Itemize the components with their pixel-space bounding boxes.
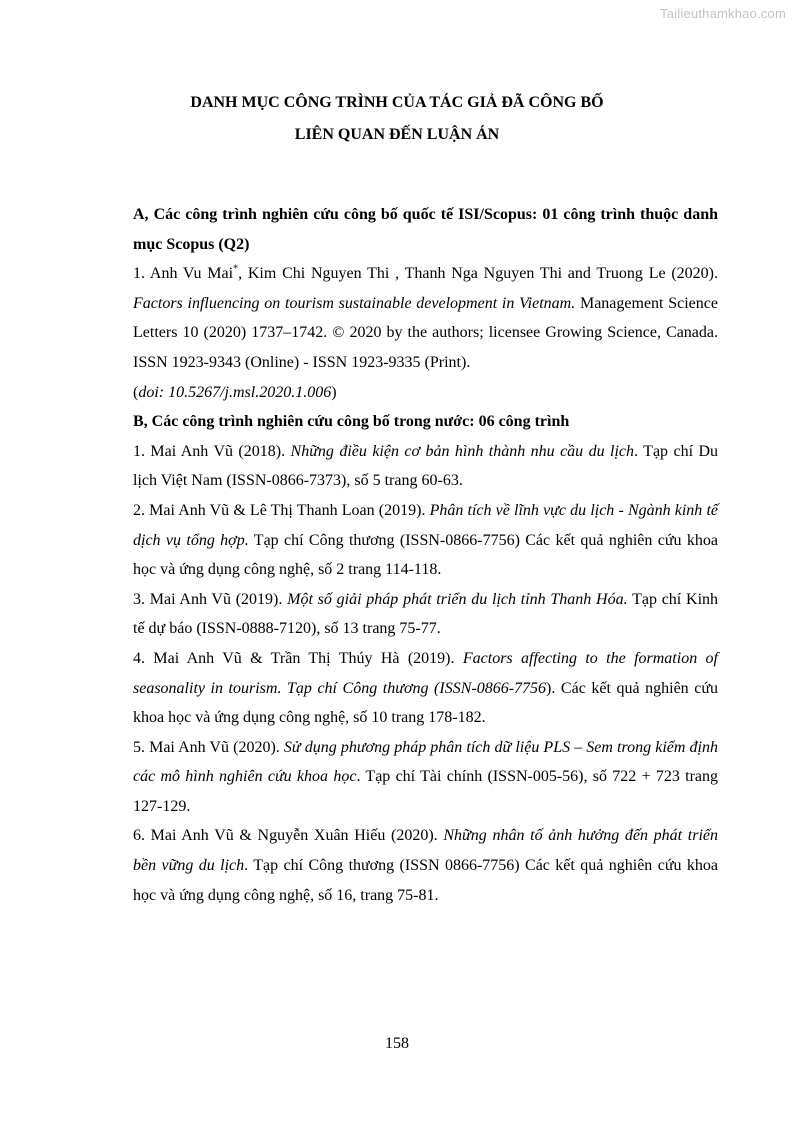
doi-close: ) <box>331 383 337 401</box>
page-subtitle: LIÊN QUAN ĐẾN LUẬN ÁN <box>294 126 500 143</box>
item-title: Phân tích về lĩnh vực du lịch - Ngành kinh tế dịch vụ tổng hợp. <box>133 501 719 549</box>
item-source: . Tạp chí Công thương (ISSN 0866-7756) Các kết quả nghiên cứu khoa học và ứng dụng công nghệ, số 16, trang 75-81. <box>133 857 718 904</box>
item-authors: 5. Mai Anh Vũ (2020). <box>133 738 284 756</box>
item-source: Tạp chí Công thương (ISSN-0866-7756) Các kết quả nghiên cứu khoa học và ứng dụng công nghệ, số 2 trang 114-118. <box>133 531 718 579</box>
item-authors: 1. Mai Anh Vũ (2018). <box>133 442 291 460</box>
publication-item-b1 <box>133 437 718 496</box>
item-source: Management Science Letters 10 (2020) 1737–1742. © 2020 by the authors; licensee Growing Science, Canada. ISSN 1923-9343 (Online) - ISSN 1923-9335 (Print). <box>133 294 718 371</box>
item-title: Một số giải pháp phát triển du lịch tỉnh Thanh Hóa. <box>287 590 628 608</box>
corresponding-author-mark: * <box>233 263 239 275</box>
item-title: Factors affecting to the formation of seasonality in tourism. Tạp chí Công thương (ISSN-0866-7756 <box>133 649 719 697</box>
publication-item-b5 <box>133 733 718 822</box>
item-authors: 6. Mai Anh Vũ & Nguyễn Xuân Hiếu (2020). <box>133 827 444 845</box>
publication-item-b6 <box>133 821 718 910</box>
doi-open: ( <box>133 383 139 401</box>
publication-item-b3 <box>133 585 718 644</box>
item-authors-rest: , Kim Chi Nguyen Thi , Thanh Nga Nguyen Thi and Truong Le (2020). <box>238 265 719 283</box>
publication-item-a1 <box>133 259 718 407</box>
item-authors: 4. Mai Anh Vũ & Trần Thị Thúy Hà (2019). <box>133 649 463 667</box>
item-authors: 3. Mai Anh Vũ (2019). <box>133 590 288 608</box>
item-source: . Tạp chí Du lịch Việt Nam (ISSN-0866-7373), số 5 trang 60-63. <box>133 442 719 490</box>
item-title: Sử dụng phương pháp phân tích dữ liệu PLS – Sem trong kiểm định các mô hình nghiên cứu khoa học <box>133 738 718 786</box>
item-authors: 2. Mai Anh Vũ & Lê Thị Thanh Loan (2019). <box>133 501 430 519</box>
section-a-heading: A, Các công trình nghiên cứu công bố quốc tế ISI/Scopus: 01 công trình thuộc danh mục Scopus (Q2) <box>133 206 718 253</box>
watermark: Tailieuthamkhao.com <box>660 6 786 21</box>
item-title: Factors influencing on tourism sustainable development in Vietnam. <box>133 294 576 312</box>
item-title: Những điều kiện cơ bản hình thành nhu cầu du lịch <box>290 442 635 460</box>
item-authors: 1. Anh Vu Mai <box>133 265 234 283</box>
item-source: ). Các kết quả nghiên cứu khoa học và ứng dụng công nghệ, số 10 trang 178-182. <box>133 679 718 727</box>
item-title: Những nhân tố ảnh hưởng đến phát triển bền vững du lịch <box>133 827 718 875</box>
page-title: DANH MỤC CÔNG TRÌNH CỦA TÁC GIẢ ĐÃ CÔNG BỐ <box>190 94 604 111</box>
page-number: 158 <box>385 1035 409 1052</box>
item-source: . Tạp chí Tài chính (ISSN-005-56), số 722 + 723 trang 127-129. <box>133 768 719 815</box>
publication-item-b2 <box>133 496 718 585</box>
section-b-heading: B, Các công trình nghiên cứu công bố trong nước: 06 công trình <box>133 413 570 431</box>
item-source: Tạp chí Kinh tế dự báo (ISSN-0888-7120), số 13 trang 75-77. <box>133 590 719 638</box>
publication-item-b4 <box>133 644 718 733</box>
item-doi: doi: 10.5267/j.msl.2020.1.006 <box>138 383 332 401</box>
publication-list <box>133 200 718 910</box>
